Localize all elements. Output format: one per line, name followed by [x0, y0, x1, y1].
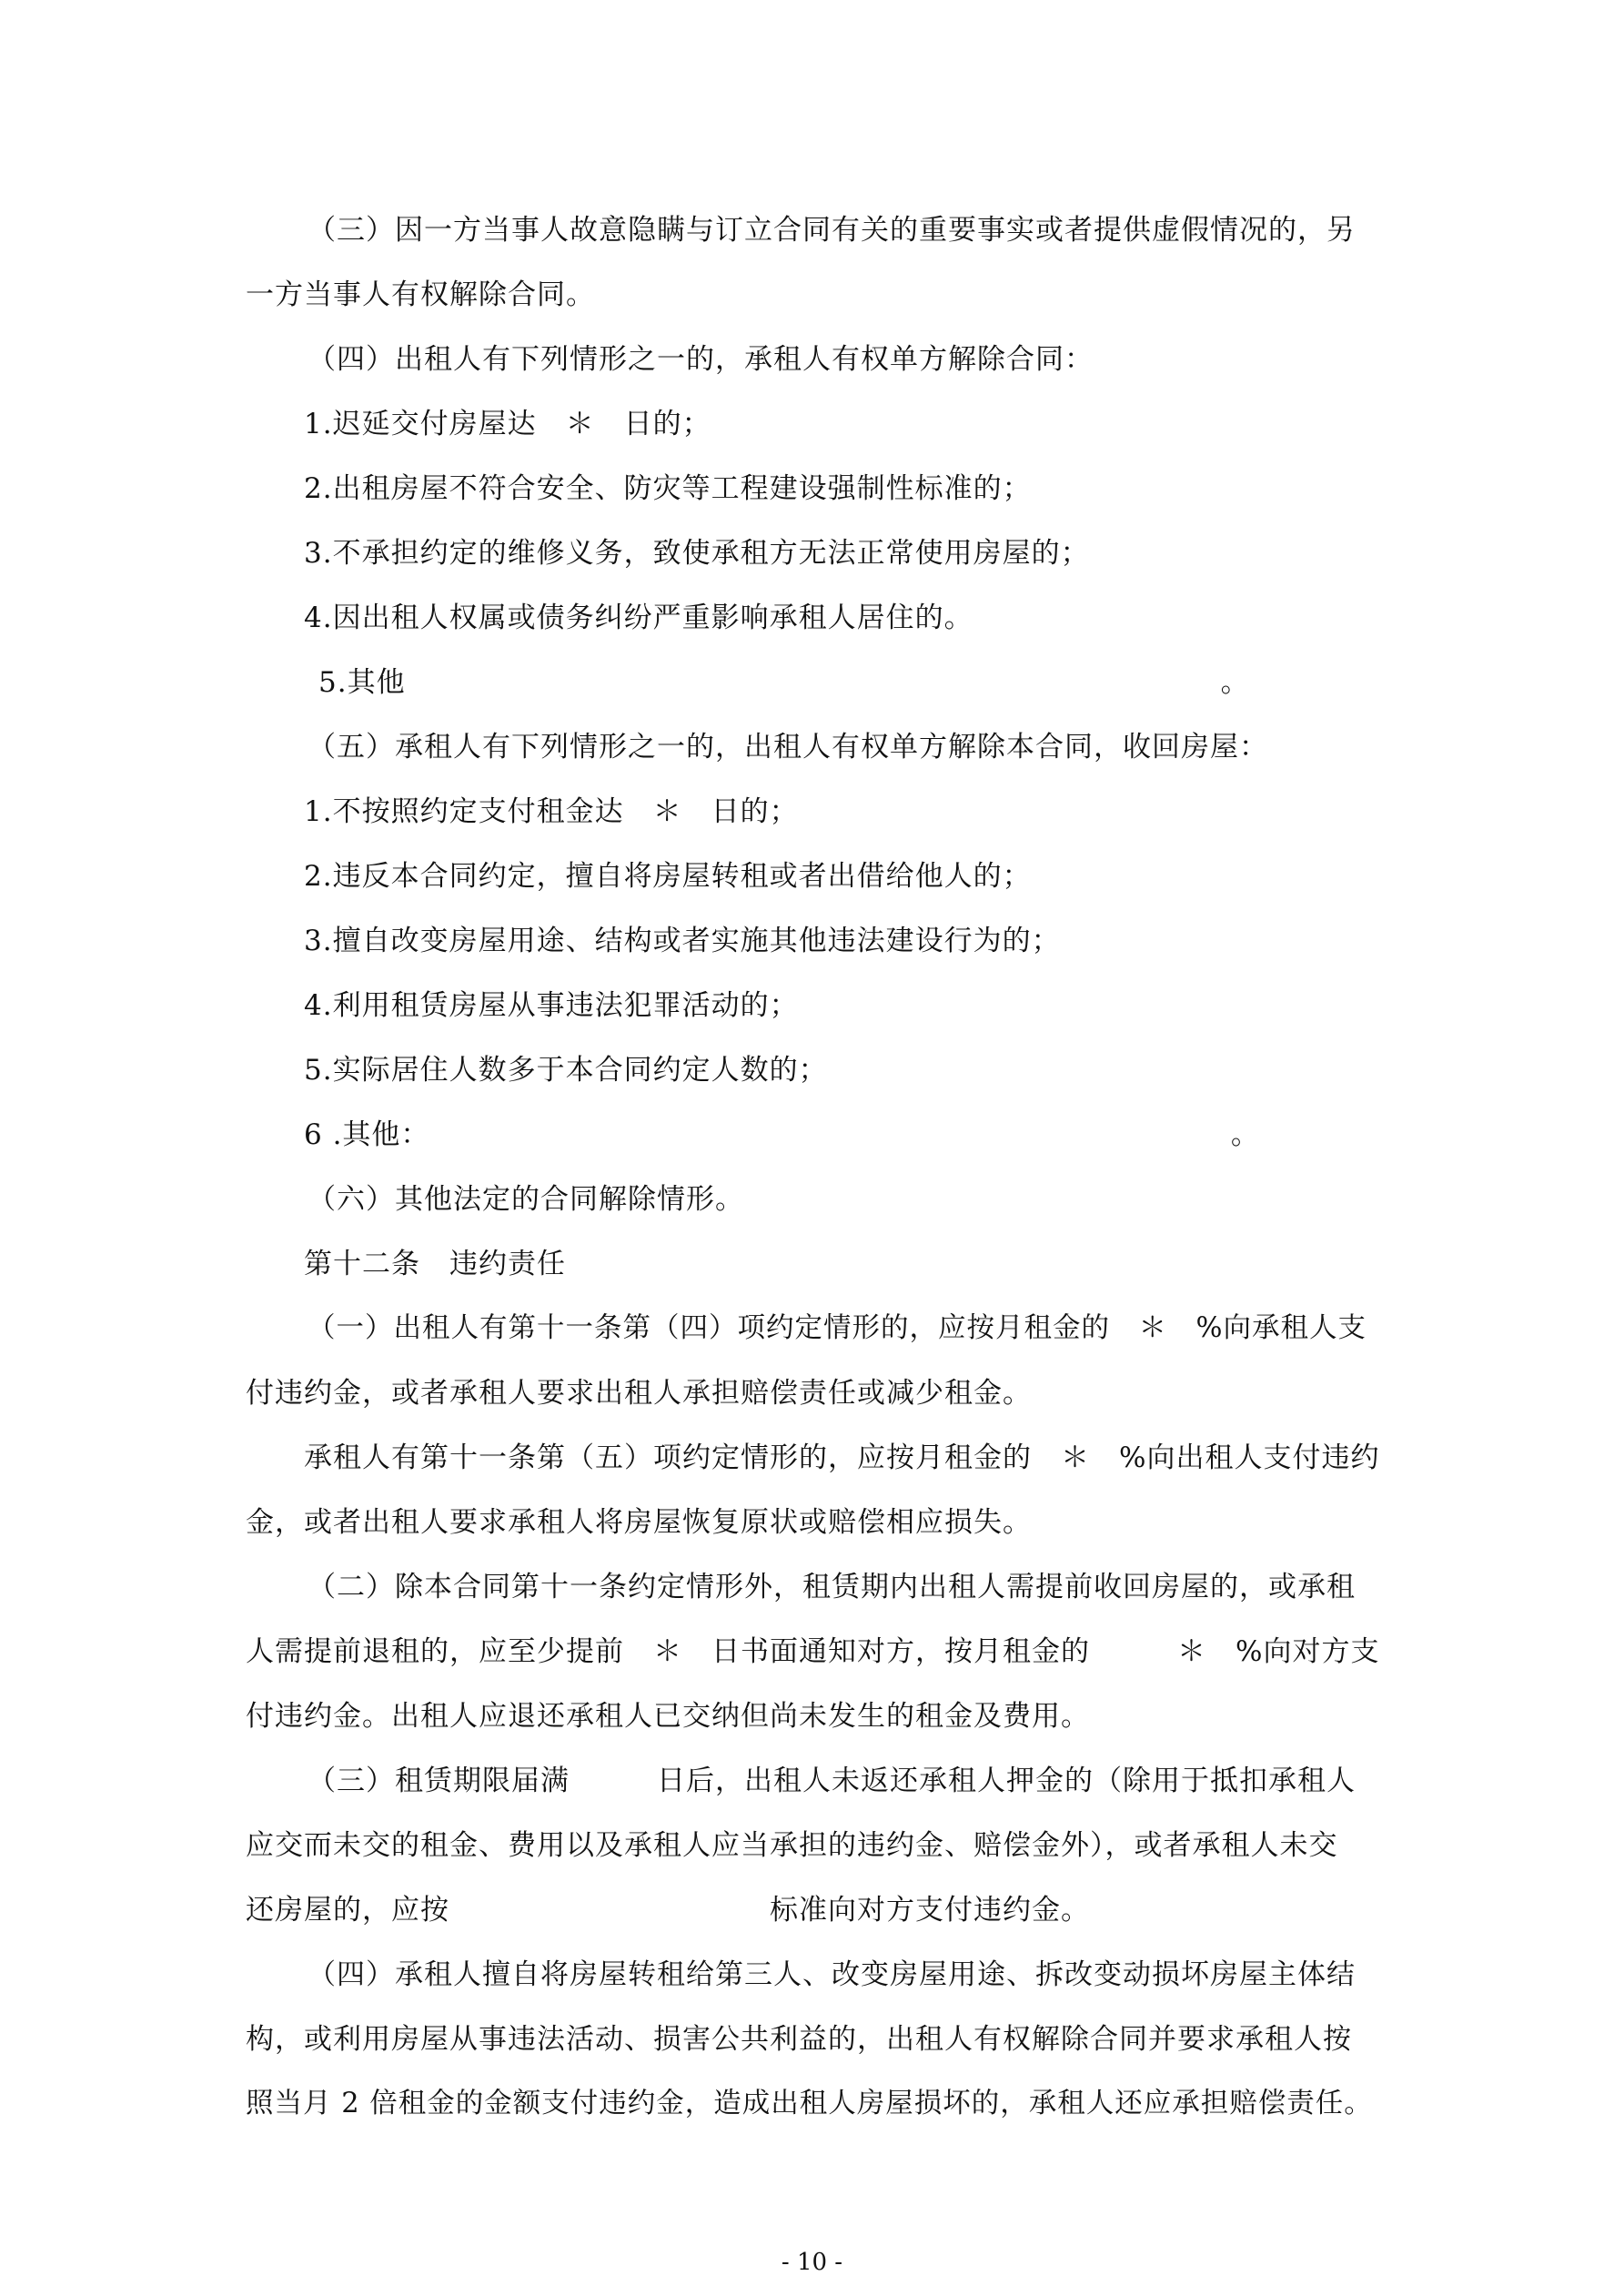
page-number: - 10 -	[781, 2249, 843, 2276]
article-heading: 第十二条 违约责任	[304, 1248, 566, 1280]
list-item: 5.其他 。	[318, 666, 1250, 699]
list-item: 4.利用租赁房屋从事违法犯罪活动的；	[304, 989, 799, 1022]
paragraph-line: 付违约金，或者承租人要求出租人承担赔偿责任或减少租金。	[246, 1377, 1032, 1410]
paragraph-line: （三）租赁期限届满 日后，出租人未返还承租人押金的（除用于抵扣承租人	[308, 1765, 1356, 1797]
paragraph-line: 一方当事人有权解除合同。	[246, 278, 595, 311]
paragraph-line: 承租人有第十一条第（五）项约定情形的，应按月租金的 ＊ %向出租人支付违约	[304, 1441, 1380, 1474]
list-item: 6 .其他： 。	[304, 1118, 1260, 1151]
paragraph-line: 构，或利用房屋从事违法活动、损害公共利益的，出租人有权解除合同并要求承租人按	[246, 2023, 1352, 2056]
paragraph-line: （四）承租人擅自将房屋转租给第三人、改变房屋用途、拆改变动损坏房屋主体结	[308, 1958, 1356, 1991]
paragraph-line: 还房屋的，应按 标准向对方支付违约金。	[246, 1894, 1090, 1927]
list-item: 5.实际居住人数多于本合同约定人数的；	[304, 1054, 828, 1087]
paragraph-line: （三）因一方当事人故意隐瞒与订立合同有关的重要事实或者提供虚假情况的，另	[308, 214, 1356, 247]
paragraph-line: 付违约金。出租人应退还承租人已交纳但尚未发生的租金及费用。	[246, 1700, 1090, 1733]
paragraph-line: （五）承租人有下列情形之一的，出租人有权单方解除本合同，收回房屋：	[308, 731, 1268, 764]
list-item: 2.出租房屋不符合安全、防灾等工程建设强制性标准的；	[304, 472, 1032, 505]
list-item: 2.违反本合同约定，擅自将房屋转租或者出借给他人的；	[304, 860, 1032, 893]
paragraph-line: （四）出租人有下列情形之一的，承租人有权单方解除合同：	[308, 343, 1094, 376]
list-item: 3.不承担约定的维修义务，致使承租方无法正常使用房屋的；	[304, 537, 1090, 570]
paragraph-line: 人需提前退租的，应至少提前 ＊ 日书面通知对方，按月租金的 ＊ %向对方支	[246, 1635, 1380, 1668]
paragraph-line: （二）除本合同第十一条约定情形外，租赁期内出租人需提前收回房屋的，或承租	[308, 1571, 1356, 1603]
paragraph-line: 金，或者出租人要求承租人将房屋恢复原状或赔偿相应损失。	[246, 1506, 1032, 1539]
list-item: 1.不按照约定支付租金达 ＊ 日的；	[304, 795, 799, 828]
paragraph-line: （一）出租人有第十一条第（四）项约定情形的，应按月租金的 ＊ %向承租人支	[308, 1312, 1367, 1344]
paragraph-line: 照当月 2 倍租金的金额支付违约金，造成出租人房屋损坏的，承租人还应承担赔偿责任。	[246, 2088, 1373, 2119]
paragraph-line: 应交而未交的租金、费用以及承租人应当承担的违约金、赔偿金外），或者承租人未交	[246, 1829, 1338, 1862]
paragraph-line: （六）其他法定的合同解除情形。	[308, 1183, 744, 1216]
list-item: 1.迟延交付房屋达 ＊ 日的；	[304, 408, 711, 440]
list-item: 3.擅自改变房屋用途、结构或者实施其他违法建设行为的；	[304, 925, 1061, 957]
list-item: 4.因出租人权属或债务纠纷严重影响承租人居住的。	[304, 602, 973, 634]
